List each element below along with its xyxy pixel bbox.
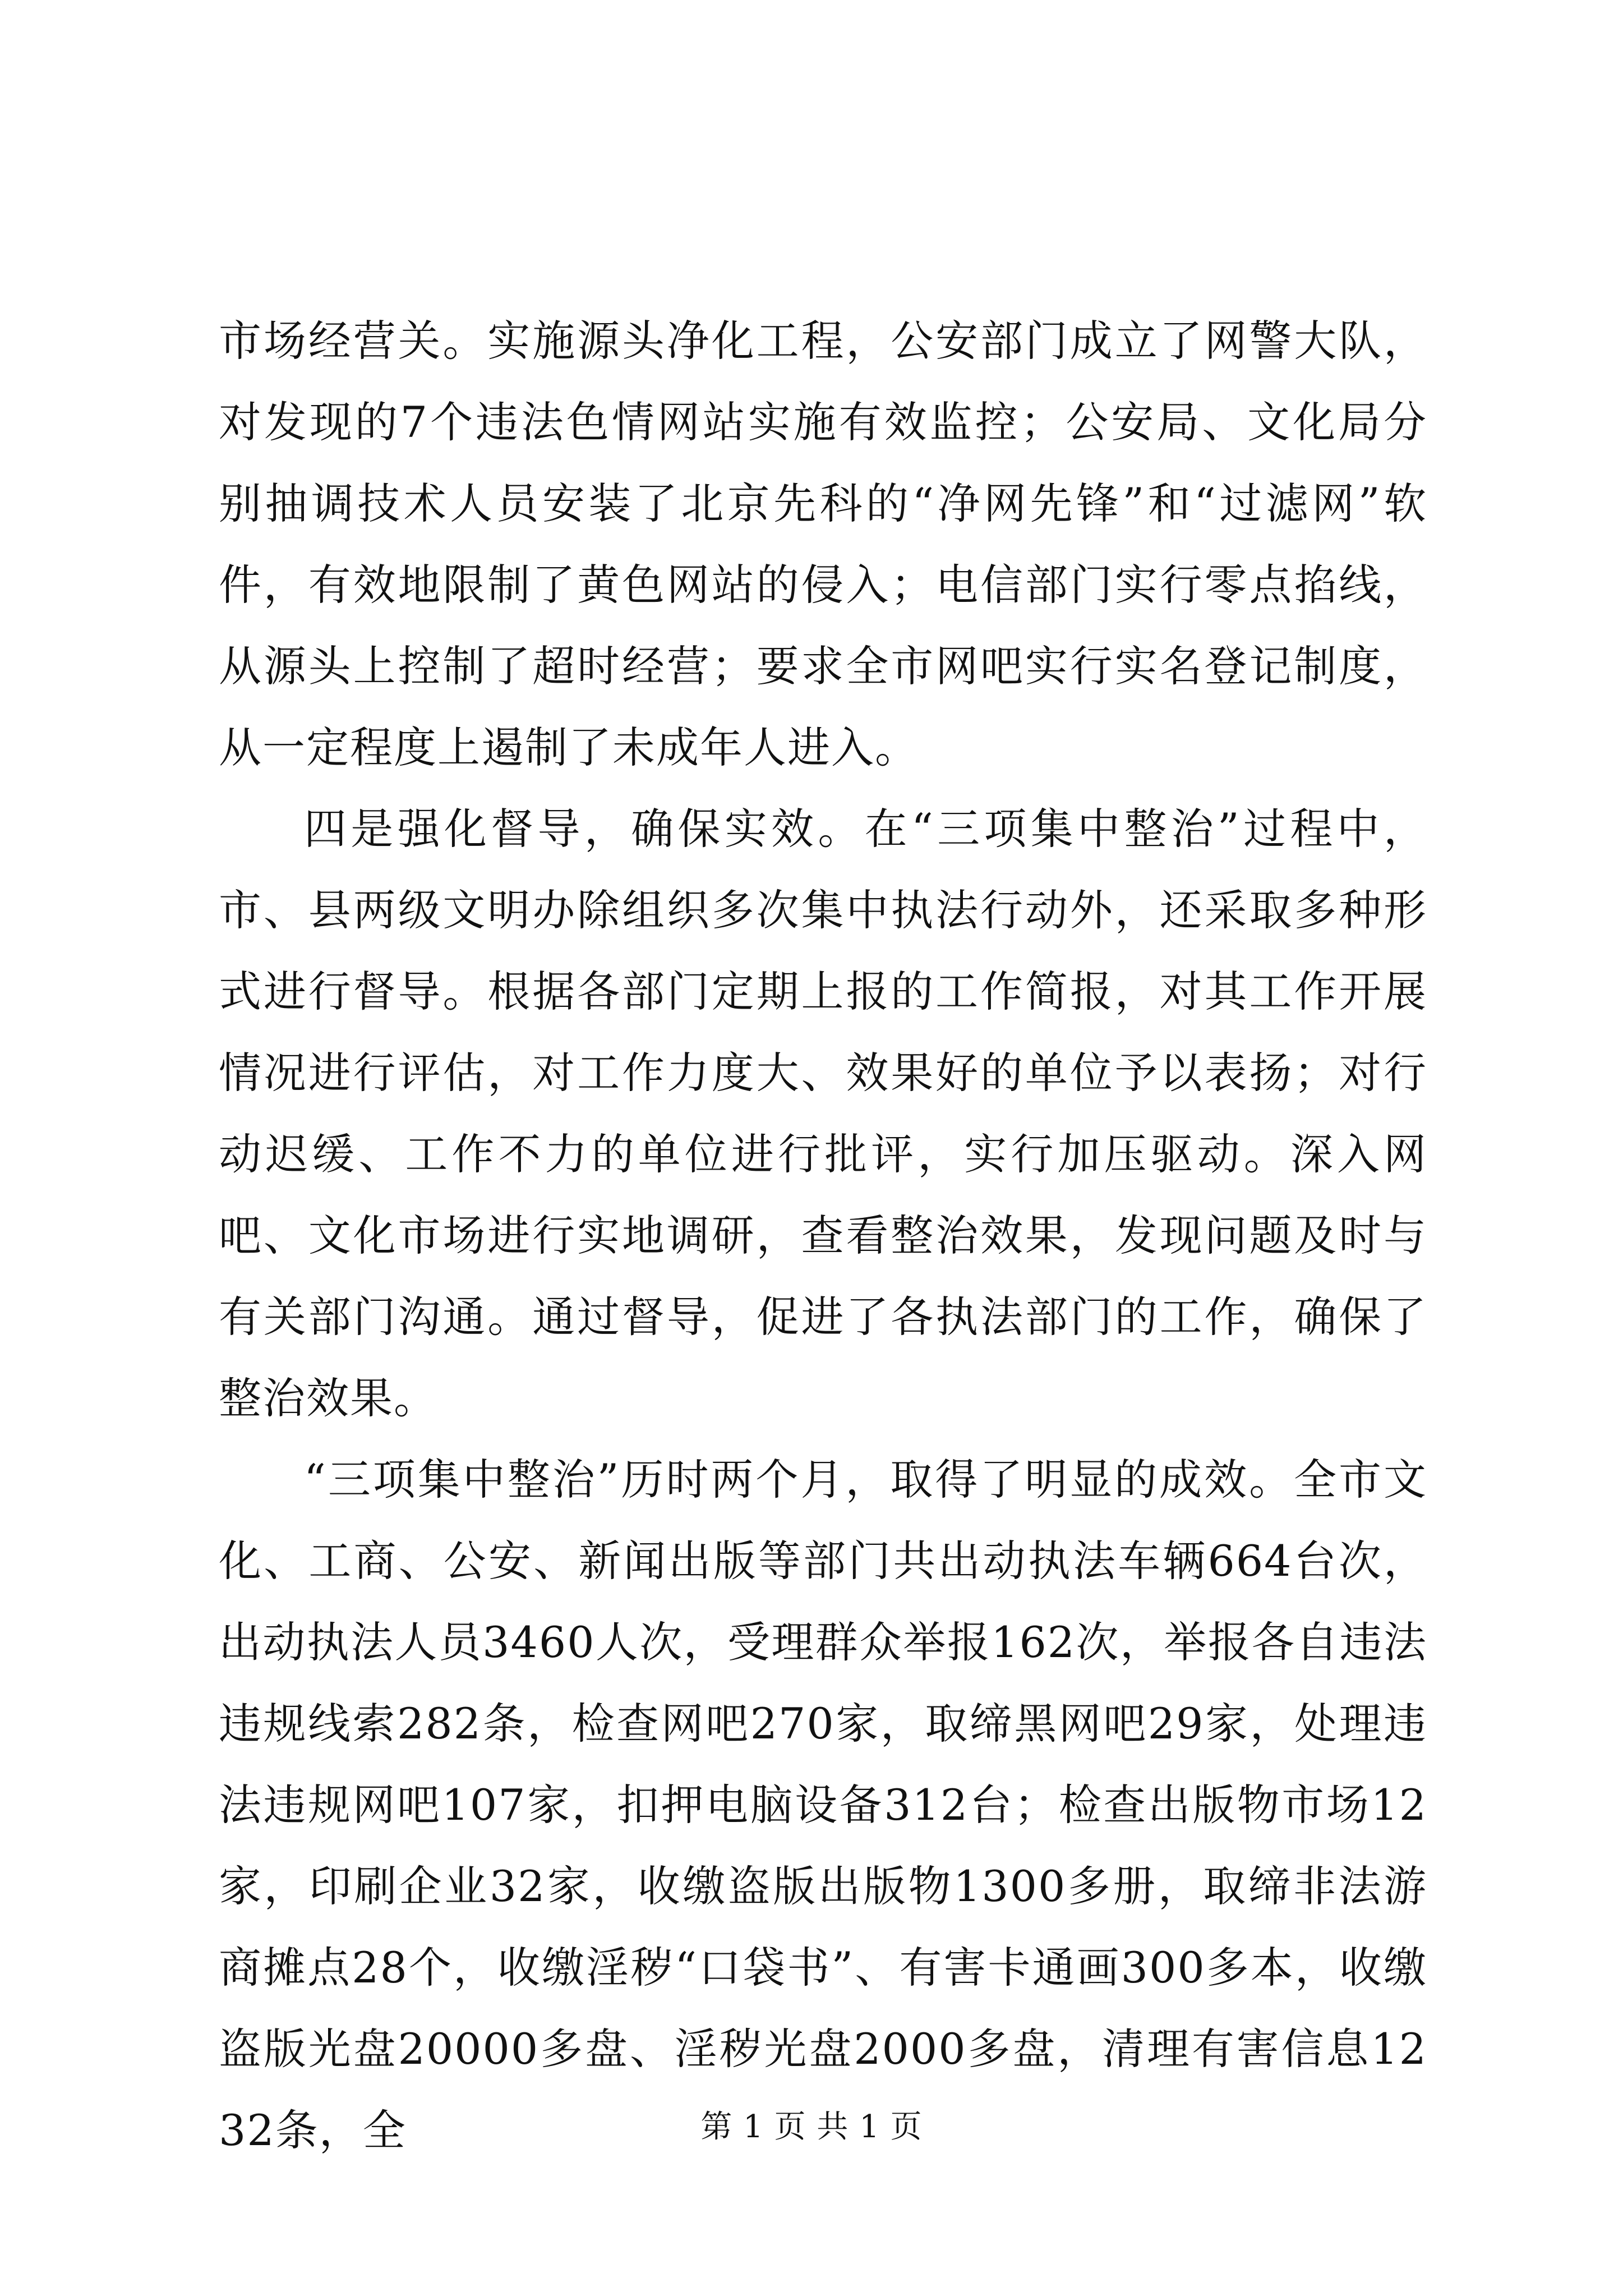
document-body bbox=[219, 300, 1427, 2171]
paragraph-3: “三项集中整治”历时两个月，取得了明显的成效。全市文化、工商、公安、新闻出版等部门共出动执法车辆664台次，出动执法人员3460人次，受理群众举报162次，举报各自违法违规线索282条，检查网吧270家，取缔黑网吧29家，处理违法违规网吧107家，扣押电脑设备312台；检查出版物市场12家，印刷企业32家，收缴盗版出版物1300多册，取缔非法游商摊点28个，收缴淫秽“口袋书”、有害卡通画300多本，收缴盗版光盘20000多盘、淫秽光盘2000多盘，清理有害信息1232条，全 bbox=[219, 1455, 1427, 2155]
paragraph-2: 四是强化督导，确保实效。在“三项集中整治”过程中，市、县两级文明办除组织多次集中执法行动外，还采取多种形式进行督导。根据各部门定期上报的工作简报，对其工作开展情况进行评估，对工作力度大、效果好的单位予以表扬；对行动迟缓、工作不力的单位进行批评，实行加压驱动。深入网吧、文化市场进行实地调研，查看整治效果，发现问题及时与有关部门沟通。通过督导，促进了各执法部门的工作，确保了整治效果。 bbox=[219, 804, 1427, 1423]
page-number-label: 第 1 页 共 1 页 bbox=[700, 2109, 923, 2145]
page-footer bbox=[0, 2105, 1623, 2150]
paragraph-1: 市场经营关。实施源头净化工程，公安部门成立了网警大队，对发现的7个违法色情网站实施有效监控；公安局、文化局分别抽调技术人员安装了北京先科的“净网先锋”和“过滤网”软件，有效地限制了黄色网站的侵入；电信部门实行零点掐线，从源头上控制了超时经营；要求全市网吧实行实名登记制度，从一定程度上遏制了未成年人进入。 bbox=[219, 316, 1427, 772]
